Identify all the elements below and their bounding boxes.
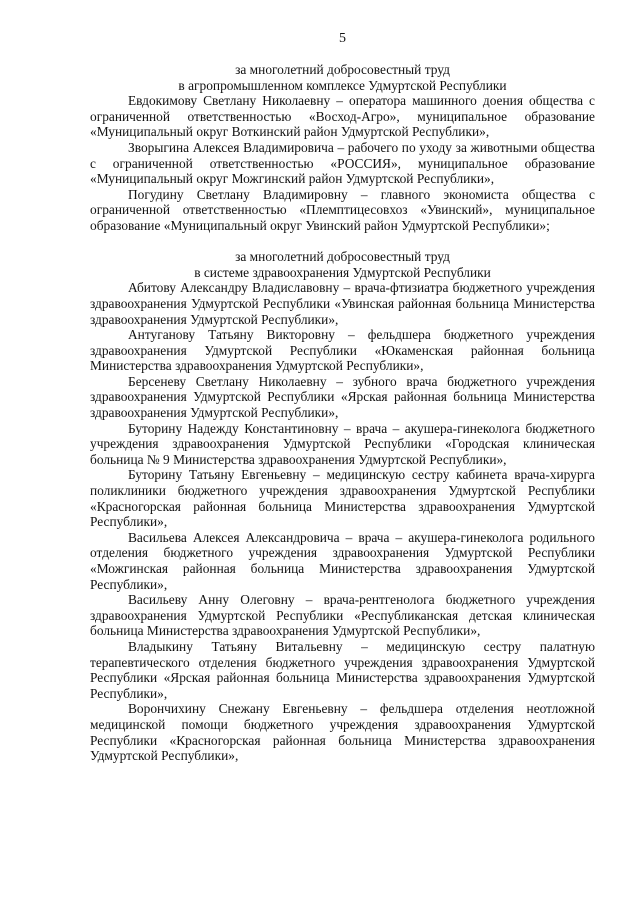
section-spacer (90, 234, 595, 250)
award-paragraph: Буторину Надежду Константиновну – врача – акушера-гинеколога бюджетного учреждения здравоохранения Удмуртской Республики «Городская клиническая больница № 9 Министерства здравоохранения Удмуртской Республики», (90, 420, 595, 467)
award-paragraph: Абитову Александру Владиславовну – врача-фтизиатра бюджетного учреждения здравоохранения Удмуртской Республики «Увинская районная больница Министерства здравоохранения Удмуртской Республики», (90, 280, 595, 327)
section-heading-line: за многолетний добросовестный труд (235, 249, 450, 265)
section-heading-line: в системе здравоохранения Удмуртской Республики (194, 264, 491, 280)
award-paragraph: Васильеву Анну Олеговну – врача-рентгенолога бюджетного учреждения здравоохранения Удмуртской Республики «Республиканская детская клиническая больница Министерства здравоохранения Удмуртской Республики», (90, 592, 595, 639)
section-agro (90, 62, 595, 234)
award-paragraph: Погудину Светлану Владимировну – главного экономиста общества с ограниченной ответственностью «Племптицесовхоз «Увинский», муниципальное образование «Муниципальный округ Увинский район Удмуртской Республики»; (90, 186, 595, 233)
page-number: 5 (339, 31, 346, 46)
document-page (90, 30, 595, 764)
award-paragraph: Владыкину Татьяну Витальевну – медицинскую сестру палатную терапевтического отделения бюджетного учреждения здравоохранения Удмуртской Республики «Ярская районная больница Министерства здравоохранения Удмуртской Республики», (90, 638, 595, 701)
award-paragraph: Зворыгина Алексея Владимировича – рабочего по уходу за животными общества с ограниченной ответственностью «РОССИЯ», муниципальное образование «Муниципальный округ Можгинский район Удмуртской Республики», (90, 139, 595, 187)
award-paragraph: Васильева Алексея Александровича – врача – акушера-гинеколога родильного отделения бюджетного учреждения здравоохранения Удмуртской Республики «Можгинская районная больница Министерства здравоохранения Удмуртской Республики», (90, 529, 595, 592)
section-heading-line: в агропромышленном комплексе Удмуртской Республики (178, 77, 507, 93)
section-health (90, 249, 595, 764)
award-paragraph: Берсеневу Светлану Николаевну – зубного врача бюджетного учреждения здравоохранения Удмуртской Республики «Ярская районная больница Министерства здравоохранения Удмуртской Республики», (90, 373, 595, 421)
award-paragraph: Евдокимову Светлану Николаевну – оператора машинного доения общества с ограниченной ответственностью «Восход-Агро», муниципальное образование «Муниципальный округ Воткинский район Удмуртской Республики», (90, 93, 595, 140)
award-paragraph: Ворончихину Снежану Евгеньевну – фельдшера отделения неотложной медицинской помощи бюджетного учреждения здравоохранения Удмуртской Республики «Красногорская районная больница Министерства здравоохранения Удмуртской Республики», (90, 701, 595, 764)
award-paragraph: Буторину Татьяну Евгеньевну – медицинскую сестру кабинета врача-хирурга поликлиники бюджетного учреждения здравоохранения Удмуртской Республики «Красногорская районная больница Министерства здравоохранения Удмуртской Республики», (90, 467, 595, 530)
section-heading-line: за многолетний добросовестный труд (235, 62, 450, 77)
award-paragraph: Антуганову Татьяну Викторовну – фельдшера бюджетного учреждения здравоохранения Удмуртской Республики «Юкаменская районная больница Министерства здравоохранения Удмуртской Республики», (90, 327, 595, 374)
